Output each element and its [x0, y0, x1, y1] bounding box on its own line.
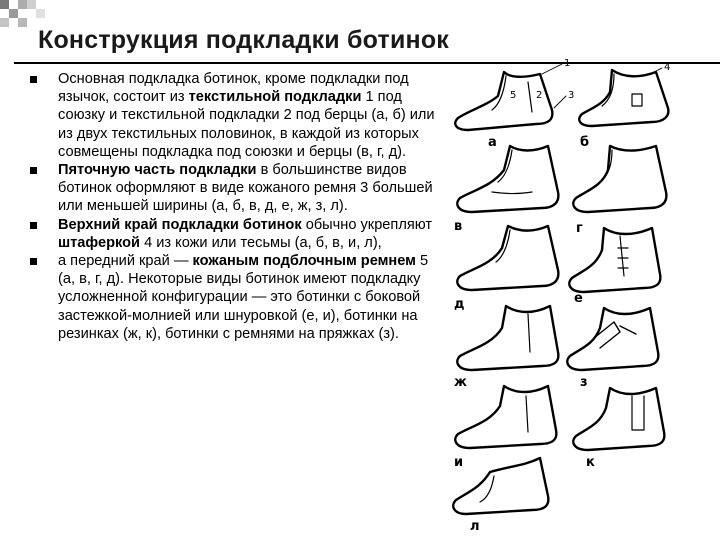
bullet-4-seg-2: кожаным подблочным ремнем [192, 253, 416, 270]
boot-drawing-b [579, 70, 668, 126]
bullet-square-icon [30, 76, 37, 83]
callout-number-1: 1 [564, 58, 571, 69]
figure-letter-i: и [454, 455, 464, 470]
bullet-square-icon [30, 222, 37, 229]
boot-drawing-zh [457, 306, 558, 370]
bullet-item-3 [28, 216, 438, 252]
bullet-1-seg-2: текстильной подкладки [188, 89, 362, 106]
bullet-2-seg-2: в большинстве видов ботинок оформляют в виде кожаного ремня 3 большей или меньшей ширины (а, б, в, д, е, ж, з, л). [58, 162, 433, 215]
bullet-square-icon [30, 167, 37, 174]
figure-letter-a: а [488, 135, 497, 150]
boot-drawing-d [457, 226, 558, 290]
bullet-1-seg-1: Основная подкладка ботинок, кроме подкладки под язычок, состоит из [58, 71, 409, 106]
bullet-item-2 [28, 161, 438, 216]
boot-drawing-e [569, 228, 660, 292]
boot-drawing-g [573, 146, 666, 212]
callout-number-3: 3 [568, 90, 575, 101]
boot-lining-diagram [444, 52, 690, 534]
boot-drawing-i [455, 386, 556, 448]
boot-drawing-a [455, 72, 552, 130]
boot-drawing-k [573, 388, 664, 450]
bullet-list [28, 70, 438, 343]
callout-number-4: 4 [664, 62, 671, 73]
figure-letter-k: к [586, 455, 595, 470]
slide-title: Конструкция подкладки ботинок [38, 26, 450, 54]
bullet-2-seg-1: Пяточную часть подкладки [58, 162, 257, 179]
callout-number-5: 5 [510, 90, 517, 101]
figure-letter-d: д [454, 297, 465, 312]
bullet-3-seg-1: Верхний край подкладки ботинок [58, 216, 302, 233]
figure-letter-zh: ж [454, 375, 467, 390]
boot-drawing-z [567, 308, 658, 370]
bullet-3-seg-4: 4 из кожи или тесьмы (а, б, в, и, л), [140, 234, 382, 251]
figure-letter-g: г [576, 221, 583, 236]
figure-letter-z: з [580, 375, 588, 390]
boot-drawing-l [453, 458, 548, 514]
bullet-4-seg-3: 5 (а, в, г, д). Некоторые виды ботинок имеют подкладку усложненной конфигурации — это ботинки с боковой застежкой-молнией или шнуровкой (е, и), ботинки на резинках (ж, к), ботинки с ремнями на пряжках (з). [58, 253, 429, 342]
bullet-3-seg-3: штаферкой [58, 234, 141, 251]
bullet-4-seg-1: а передний край — [58, 253, 193, 270]
bullet-item-1 [28, 70, 438, 161]
bullet-square-icon [30, 258, 37, 265]
figure-letter-v: в [454, 219, 463, 234]
figure-letter-e: е [574, 291, 583, 306]
bullet-1-seg-3: 1 под союзку и текстильной подкладки 2 под берцы (а, б) или из двух текстильных половинок, в каждой из которых совмещены подкладка под союзки и берцы (в, г, д). [58, 89, 435, 160]
figure-letter-l: л [470, 519, 480, 534]
figure-letter-b: б [580, 135, 590, 150]
bullet-3-seg-2: обычно укрепляют [301, 216, 433, 233]
bullet-item-4 [28, 252, 438, 343]
boot-drawing-v [457, 146, 558, 212]
callout-number-2: 2 [536, 90, 543, 101]
